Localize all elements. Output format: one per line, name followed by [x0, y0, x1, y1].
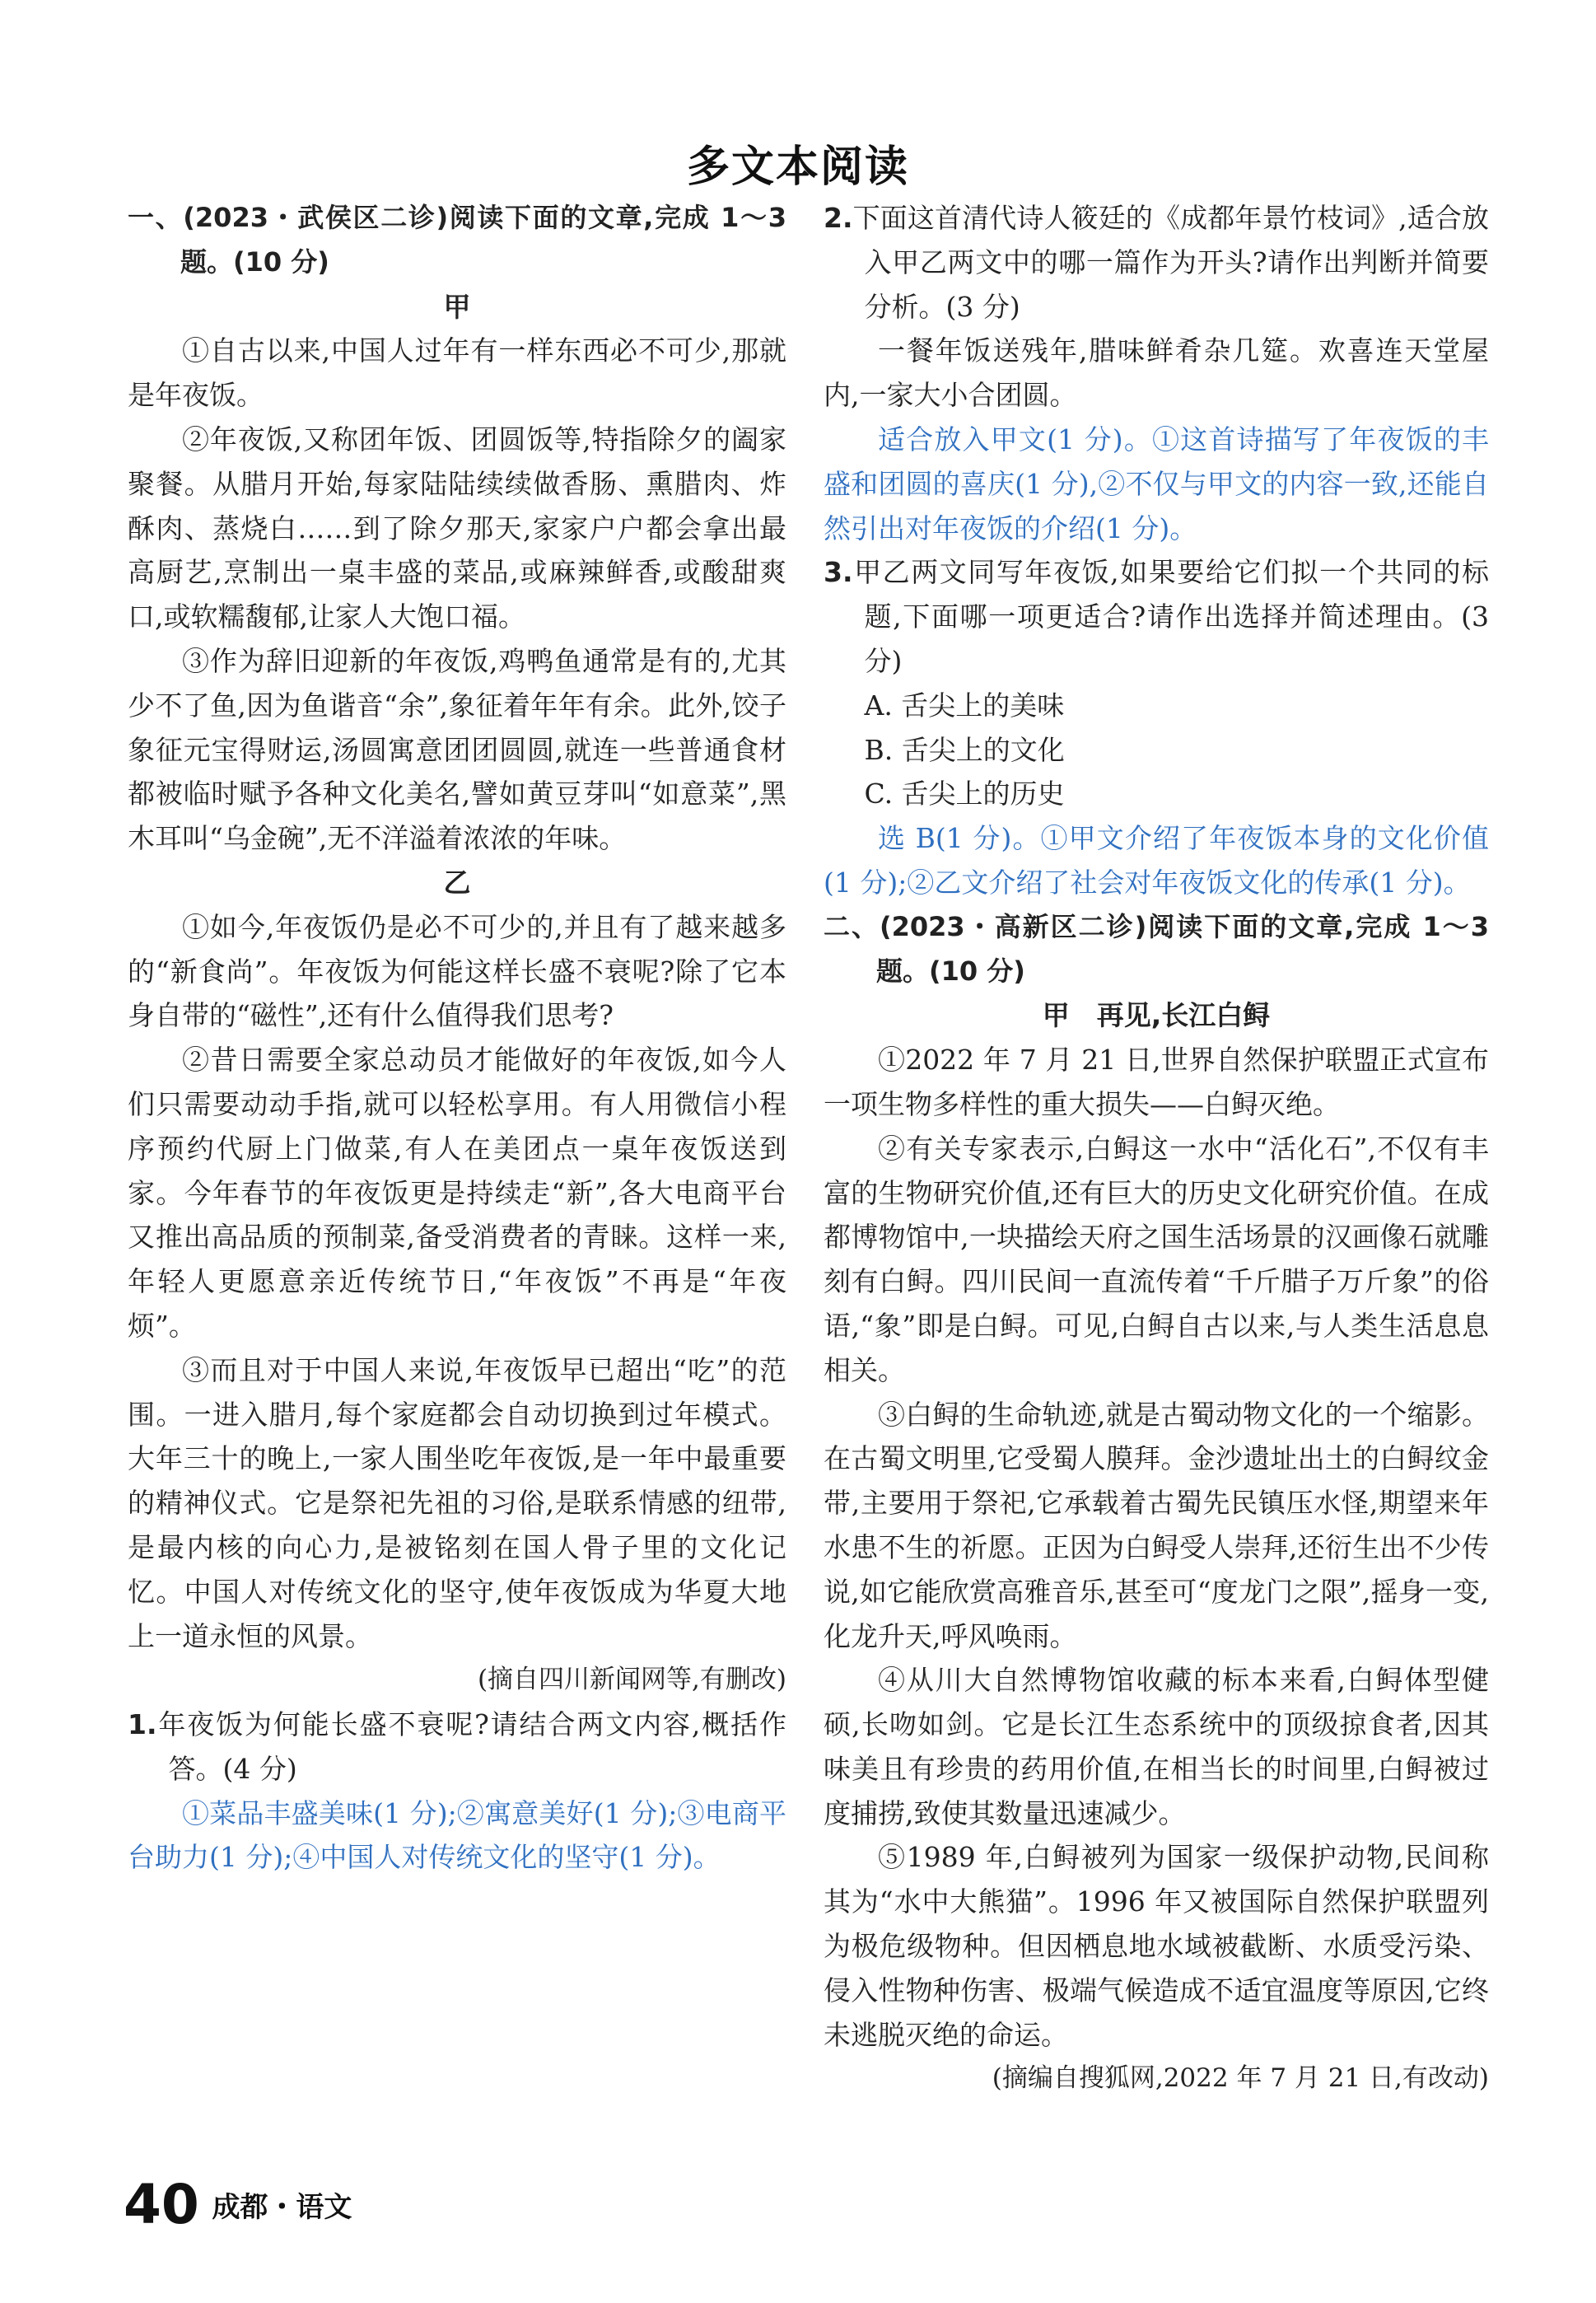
question-text: 年夜饭为何能长盛不衰呢?请结合两文内容,概括作答。(4 分) — [156, 1708, 786, 1785]
answer-1: ①菜品丰盛美味(1 分);②寓意美好(1 分);③电商平台助力(1 分);④中国人对传统文化的坚守(1 分)。 — [128, 1796, 786, 1874]
passage-jia-label: 甲 — [443, 290, 471, 323]
page-number: 40 — [124, 2173, 199, 2236]
option-b: B. 舌尖上的文化 — [864, 733, 1065, 766]
source-note: (摘自四川新闻网等,有删改) — [477, 1665, 786, 1695]
passage-paragraph: ⑤1989 年,白鲟被列为国家一级保护动物,民间称其为“水中大熊猫”。1996 年又被国际自然保护联盟列为极危级物种。但因栖息地水域被截断、水质受污染、侵入性物种伤害、极端气候造成不适宜温度等原因,它终未逃脱灭绝的命运。 — [824, 1841, 1489, 2051]
answer-3: 选 B(1 分)。①甲文介绍了年夜饭本身的文化价值(1 分);②乙文介绍了社会对年夜饭文化的传承(1 分)。 — [824, 822, 1489, 899]
question-2 — [824, 196, 1489, 329]
passage-jia2-title: 甲 再见,长江白鲟 — [1042, 999, 1271, 1032]
book-brand: 成都・语文 — [212, 2191, 352, 2224]
passage-paragraph: ②有关专家表示,白鲟这一水中“活化石”,不仅有丰富的生物研究价值,还有巨大的历史文化研究价值。在成都博物馆中,一块描绘天府之国生活场景的汉画像石就雕刻有白鲟。四川民间一直流传着“千斤腊子万斤象”的俗语,“象”即是白鲟。可见,白鲟自古以来,与人类生活息息相关。 — [824, 1132, 1489, 1386]
question-text: 下面这首清代诗人筱廷的《成都年景竹枝词》,适合放入甲乙两文中的哪一篇作为开头?请作出判断并简要分析。(3 分) — [852, 202, 1489, 323]
source-note: (摘编自搜狐网,2022 年 7 月 21 日,有改动) — [992, 2063, 1489, 2094]
question-3 — [824, 550, 1489, 683]
question-number: 3. — [824, 556, 853, 589]
question-number: 1. — [128, 1708, 157, 1741]
section-one-heading: 一、(2023・武侯区二诊)阅读下面的文章,完成 1～3 题。(10 分) — [128, 202, 786, 278]
passage-paragraph: ③白鲟的生命轨迹,就是古蜀动物文化的一个缩影。在古蜀文明里,它受蜀人膜拜。金沙遗址出土的白鲟纹金带,主要用于祭祀,它承载着古蜀先民镇压水怪,期望来年水患不生的祈愿。正因为白鲟受人崇拜,还衍生出不少传说,如它能欣赏高雅音乐,甚至可“度龙门之限”,摇身一变,化龙升天,呼风唤雨。 — [824, 1398, 1489, 1652]
passage-paragraph: ①2022 年 7 月 21 日,世界自然保护联盟正式宣布一项生物多样性的重大损失——白鲟灭绝。 — [824, 1044, 1489, 1120]
passage-yi-label: 乙 — [443, 866, 471, 899]
right-column — [824, 196, 1489, 2101]
passage-paragraph: ④从川大自然博物馆收藏的标本来看,白鲟体型健硕,长吻如剑。它是长江生态系统中的顶级掠食者,因其味美且有珍贵的药用价值,在相当长的时间里,白鲟被过度捕捞,致使其数量迅速减少。 — [824, 1664, 1489, 1829]
poem: 一餐年饭送残年,腊味鲜肴杂几筵。欢喜连天堂屋内,一家大小合团圆。 — [824, 334, 1489, 412]
left-column — [128, 196, 786, 1880]
option-a: A. 舌尖上的美味 — [864, 689, 1065, 722]
question-1 — [128, 1703, 786, 1791]
question-text: 甲乙两文同写年夜饭,如果要给它们拟一个共同的标题,下面哪一项更适合?请作出选择并简述理由。(3 分) — [852, 556, 1489, 677]
passage-paragraph: ②昔日需要全家总动员才能做好的年夜饭,如今人们只需要动动手指,就可以轻松享用。有人用微信小程序预约代厨上门做菜,有人在美团点一桌年夜饭送到家。今年春节的年夜饭更是持续走“新”,各大电商平台又推出高品质的预制菜,备受消费者的青睐。这样一来,年轻人更愿意亲近传统节日,“年夜饭”不再是“年夜烦”。 — [128, 1044, 786, 1342]
question-number: 2. — [824, 202, 853, 234]
passage-paragraph: ①自古以来,中国人过年有一样东西必不可少,那就是年夜饭。 — [128, 334, 786, 412]
page-footer — [124, 2173, 352, 2236]
option-c: C. 舌尖上的历史 — [864, 778, 1065, 810]
passage-paragraph: ②年夜饭,又称团年饭、团圆饭等,特指除夕的阖家聚餐。从腊月开始,每家陆陆续续做香肠、熏腊肉、炸酥肉、蒸烧白……到了除夕那天,家家户户都会拿出最高厨艺,烹制出一桌丰盛的菜品,或麻辣鲜香,或酸甜爽口,或软糯馥郁,让家人大饱口福。 — [128, 423, 786, 633]
section-two-heading: 二、(2023・高新区二诊)阅读下面的文章,完成 1～3 题。(10 分) — [824, 910, 1489, 987]
answer-2: 适合放入甲文(1 分)。①这首诗描写了年夜饭的丰盛和团圆的喜庆(1 分),②不仅与甲文的内容一致,还能自然引出对年夜饭的介绍(1 分)。 — [824, 423, 1489, 544]
passage-paragraph: ③作为辞旧迎新的年夜饭,鸡鸭鱼通常是有的,尤其少不了鱼,因为鱼谐音“余”,象征着年年有余。此外,饺子象征元宝得财运,汤圆寓意团团圆圆,就连一些普通食材都被临时赋予各种文化美名,譬如黄豆芽叫“如意菜”,黑木耳叫“乌金碗”,无不洋溢着浓浓的年味。 — [128, 644, 786, 855]
passage-paragraph: ③而且对于中国人来说,年夜饭早已超出“吃”的范围。一进入腊月,每个家庭都会自动切换到过年模式。大年三十的晚上,一家人围坐吃年夜饭,是一年中最重要的精神仪式。它是祭祀先祖的习俗,是联系情感的纽带,是最内核的向心力,是被铭刻在国人骨子里的文化记忆。中国人对传统文化的坚守,使年夜饭成为华夏大地上一道永恒的风景。 — [128, 1353, 786, 1652]
page-title: 多文本阅读 — [686, 142, 909, 192]
passage-paragraph: ①如今,年夜饭仍是必不可少的,并且有了越来越多的“新食尚”。年夜饭为何能这样长盛不衰呢?除了它本身自带的“磁性”,还有什么值得我们思考? — [128, 910, 786, 1032]
